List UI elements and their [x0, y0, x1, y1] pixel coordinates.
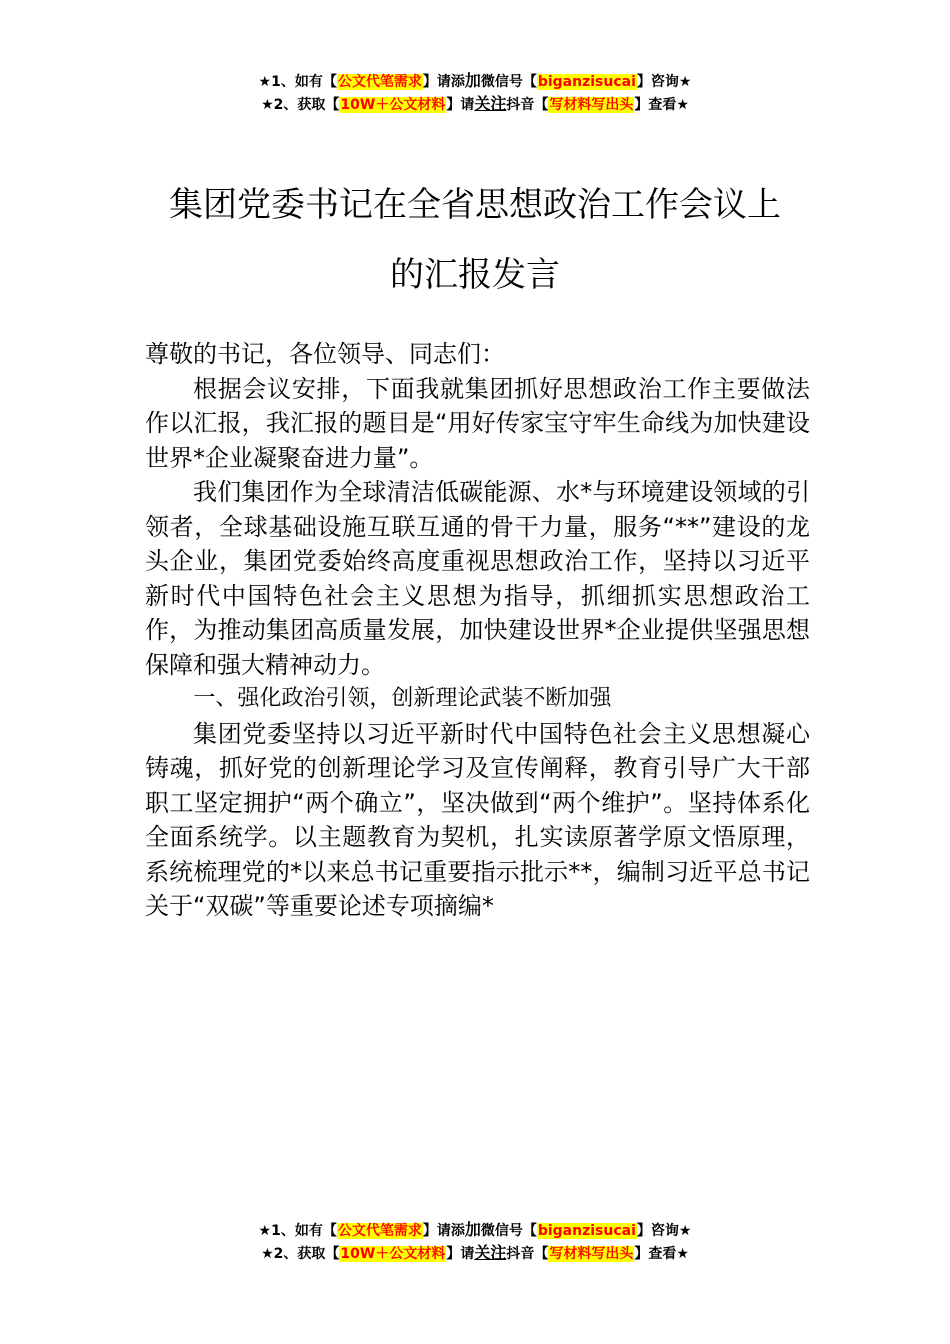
ad-highlight: 写材料写出头 [549, 97, 634, 113]
ad-highlight: biganzisucai [537, 74, 636, 90]
ad-highlight: 10W＋公文材料 [340, 1246, 446, 1262]
ad-highlight: 公文代笔需求 [337, 1223, 422, 1239]
ad-line-1: ★1、如有【公文代笔需求】请添加微信号【biganzisucai】咨询★ [258, 1220, 692, 1239]
ad-highlight: 10W＋公文材料 [340, 97, 446, 113]
ad-line-1: ★1、如有【公文代笔需求】请添加微信号【biganzisucai】咨询★ [258, 71, 692, 90]
document-title [140, 170, 810, 310]
title-line-1: 集团党委书记在全省思想政治工作会议上 [169, 185, 781, 225]
paragraph: 集团党委坚持以习近平新时代中国特色社会主义思想凝心铸魂，抓好党的创新理论学习及宣传阐释，教育引导广大干部职工坚定拥护“两个确立”，坚决做到“两个维护”。坚持体系化全面系统学。以主题教育为契机，扎实读原著学原文悟原理，系统梳理党的*以来总书记重要指示批示**，编制习近平总书记关于“双碳”等重要论述专项摘编* [145, 719, 810, 920]
ad-line-2: ★2、获取【10W＋公文材料】请关注抖音【写材料写出头】查看★ [261, 1243, 689, 1262]
paragraph: 我们集团作为全球清洁低碳能源、水*与环境建设领域的引领者，全球基础设施互联互通的骨干力量，服务“**”建设的龙头企业，集团党委始终高度重视思想政治工作，坚持以习近平新时代中国特色社会主义思想为指导，抓细抓实思想政治工作，为推动集团高质量发展，加快建设世界*企业提供坚强思想保障和强大精神动力。 [145, 478, 810, 679]
ad-banner-bottom [0, 1218, 950, 1264]
ad-line-2: ★2、获取【10W＋公文材料】请关注抖音【写材料写出头】查看★ [261, 94, 689, 113]
ad-highlight: biganzisucai [537, 1223, 636, 1239]
section-heading: 一、强化政治引领，创新理论武装不断加强 [193, 686, 612, 711]
paragraph: 根据会议安排，下面我就集团抓好思想政治工作主要做法作以汇报，我汇报的题目是“用好传家宝守牢生命线为加快建设世界*企业凝聚奋进力量”。 [145, 374, 810, 472]
ad-highlight: 写材料写出头 [549, 1246, 634, 1262]
ad-highlight: 公文代笔需求 [337, 74, 422, 90]
ad-banner-top [0, 69, 950, 115]
title-line-2: 的汇报发言 [390, 255, 560, 295]
salutation: 尊敬的书记，各位领导、同志们： [145, 340, 505, 368]
document-body [145, 337, 810, 924]
